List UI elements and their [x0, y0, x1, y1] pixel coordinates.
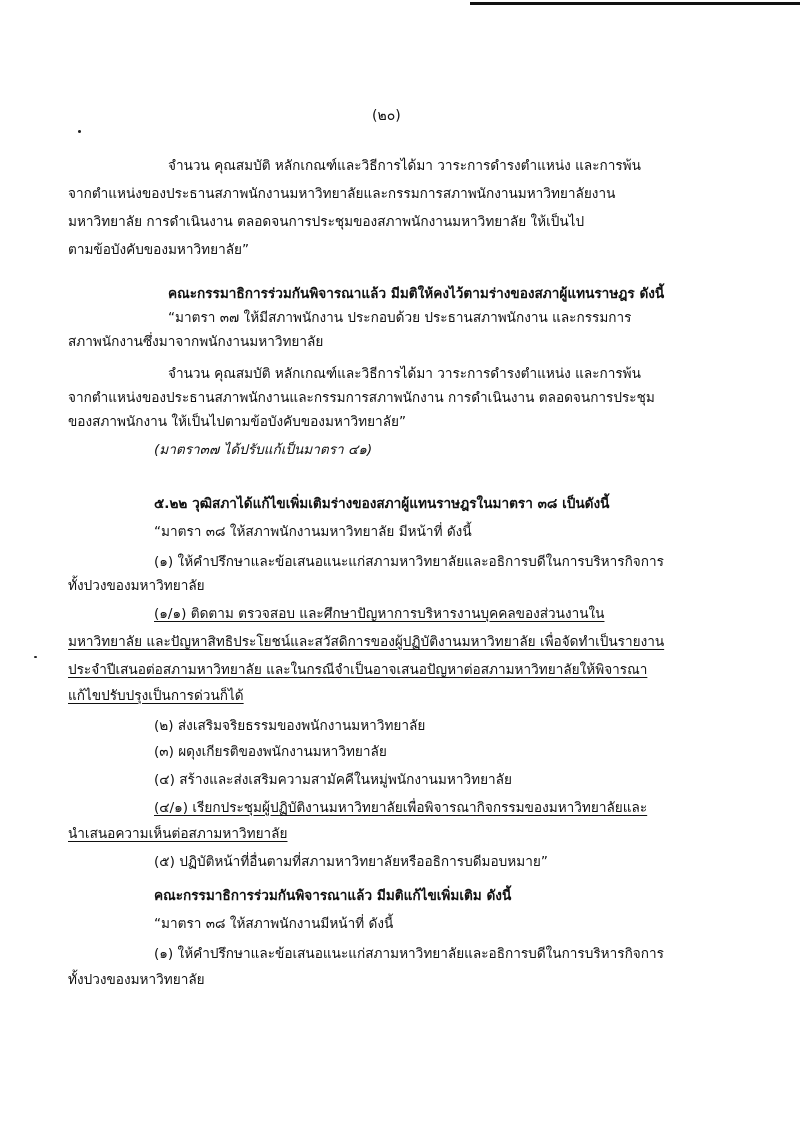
- paragraph-line: มหาวิทยาลัย การดำเนินงาน ตลอดจนการประชุมของสภาพนักงานมหาวิทยาลัย ให้เป็นไป: [68, 214, 585, 230]
- section-38-revised-heading: “มาตรา ๓๘ ให้สภาพนักงานมีหน้าที่ ดังนี้: [154, 916, 394, 932]
- clause-1-1: (๑/๑) ติดตาม ตรวจสอบ และศึกษาปัญหาการบริหารงานบุคคลของส่วนงานใน: [154, 606, 605, 622]
- section-heading-5-22: ๕.๒๒ วุฒิสภาได้แก้ไขเพิ่มเติมร่างของสภาผู้แทนราษฎรในมาตรา ๓๘ เป็นดังนี้: [154, 496, 610, 512]
- paragraph-line: ทั้งปวงของมหาวิทยาลัย: [68, 578, 205, 594]
- section-38-heading: “มาตรา ๓๘ ให้สภาพนักงานมหาวิทยาลัย มีหน้าที่ ดังนี้: [154, 524, 472, 540]
- clause-1: (๑) ให้คำปรึกษาและข้อเสนอแนะแก่สภามหาวิทยาลัยและอธิการบดีในการบริหารกิจการ: [154, 946, 664, 962]
- scan-edge-line: [470, 2, 800, 5]
- clause-4-1: (๔/๑) เรียกประชุมผู้ปฏิบัติงานมหาวิทยาลัยเพื่อพิจารณากิจกรรมของมหาวิทยาลัยและ: [154, 800, 648, 816]
- paragraph-line: จำนวน คุณสมบัติ หลักเกณฑ์และวิธีการได้มา วาระการดำรงตำแหน่ง และการพ้น: [168, 158, 641, 174]
- committee-resolution: คณะกรรมาธิการร่วมกันพิจารณาแล้ว มีมติให้คงไว้ตามร่างของสภาผู้แทนราษฎร ดังนี้: [168, 286, 665, 302]
- page-number: (๒๐): [372, 108, 401, 124]
- paragraph-line: แก้ไขปรับปรุงเป็นการด่วนก็ได้: [68, 688, 244, 704]
- paragraph-line: มหาวิทยาลัย และปัญหาสิทธิประโยชน์และสวัสดิการของผู้ปฏิบัติงานมหาวิทยาลัย เพื่อจัดทำเป็นรายงาน: [68, 634, 665, 650]
- clause-1: (๑) ให้คำปรึกษาและข้อเสนอแนะแก่สภามหาวิทยาลัยและอธิการบดีในการบริหารกิจการ: [154, 554, 664, 570]
- clause-4: (๔) สร้างและส่งเสริมความสามัคคีในหมู่พนักงานมหาวิทยาลัย: [154, 772, 512, 788]
- paragraph-line: ตามข้อบังคับของมหาวิทยาลัย”: [68, 242, 250, 258]
- scan-speck: [78, 130, 81, 133]
- scan-speck: [34, 656, 37, 658]
- paragraph-line: นำเสนอความเห็นต่อสภามหาวิทยาลัย: [68, 826, 288, 842]
- paragraph-line: สภาพนักงานซึ่งมาจากพนักงานมหาวิทยาลัย: [68, 334, 324, 350]
- paragraph-line: ประจำปีเสนอต่อสภามหาวิทยาลัย และในกรณีจำเป็นอาจเสนอปัญหาต่อสภามหาวิทยาลัยให้พิจารณา: [68, 662, 648, 678]
- clause-5: (๕) ปฏิบัติหน้าที่อื่นตามที่สภามหาวิทยาลัยหรืออธิการบดีมอบหมาย”: [154, 854, 548, 870]
- paragraph-line: จากตำแหน่งของประธานสภาพนักงานมหาวิทยาลัยและกรรมการสภาพนักงานมหาวิทยาลัยงาน: [68, 186, 616, 202]
- paragraph-line: ของสภาพนักงาน ให้เป็นไปตามข้อบังคับของมหาวิทยาลัย”: [68, 414, 407, 430]
- paragraph-line: จากตำแหน่งของประธานสภาพนักงานและกรรมการสภาพนักงาน การดำเนินงาน ตลอดจนการประชุม: [68, 390, 655, 406]
- clause-3: (๓) ผดุงเกียรติของพนักงานมหาวิทยาลัย: [154, 744, 387, 760]
- paragraph-line: ทั้งปวงของมหาวิทยาลัย: [68, 972, 205, 988]
- section-37-heading: “มาตรา ๓๗ ให้มีสภาพนักงาน ประกอบด้วย ประธานสภาพนักงาน และกรรมการ: [168, 310, 632, 326]
- paragraph-line: จำนวน คุณสมบัติ หลักเกณฑ์และวิธีการได้มา วาระการดำรงตำแหน่ง และการพ้น: [168, 366, 641, 382]
- clause-2: (๒) ส่งเสริมจริยธรรมของพนักงานมหาวิทยาลัย: [154, 718, 426, 734]
- committee-resolution: คณะกรรมาธิการร่วมกันพิจารณาแล้ว มีมติแก้ไขเพิ่มเติม ดังนี้: [154, 888, 512, 904]
- amendment-note: (มาตรา๓๗ ได้ปรับแก้เป็นมาตรา ๔๑): [154, 442, 373, 458]
